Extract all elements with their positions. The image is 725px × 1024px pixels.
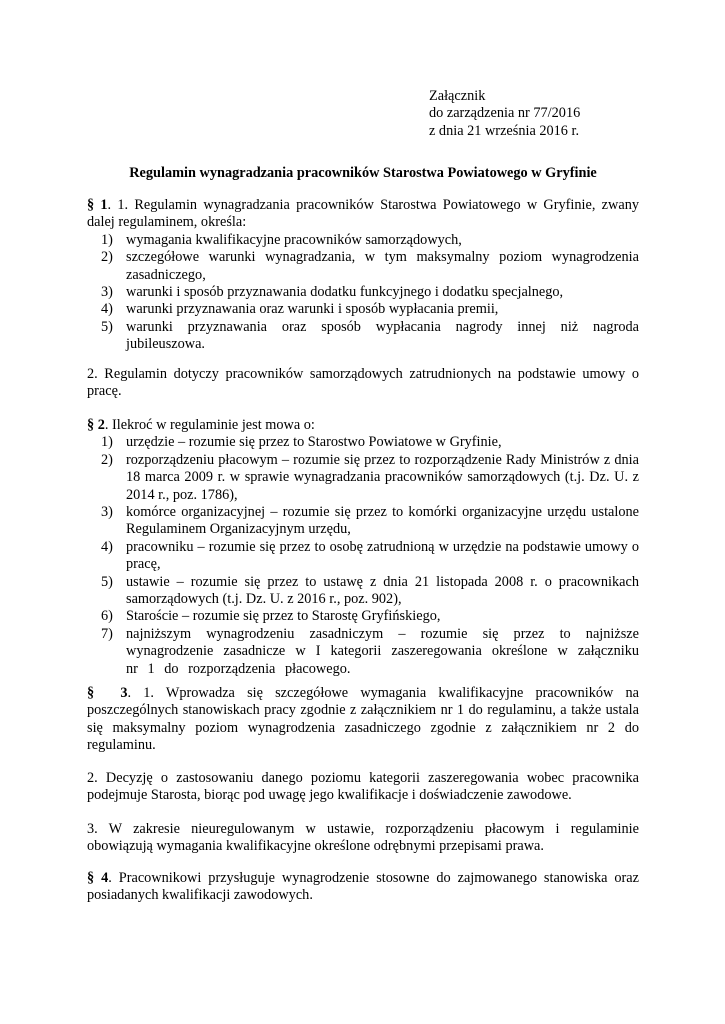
list-item-number: 2) [101, 249, 113, 266]
list-item-number: 1) [101, 434, 113, 451]
list-item [101, 249, 639, 284]
list-item-number: 4) [101, 538, 113, 555]
section-3-paragraph-1-text-wrap [87, 685, 639, 755]
list-item [101, 434, 639, 451]
list-item-text: wymagania kwalifikacyjne pracowników samorządowych, [126, 231, 462, 248]
list-item [101, 301, 639, 318]
section-1-list [101, 232, 639, 354]
list-item-number: 3) [101, 284, 113, 301]
list-item-text: warunki przyznawania oraz sposób wypłacania nagrody innej niż nagroda jubileuszowa. [126, 318, 639, 353]
section-1-intro-text: . 1. Regulamin wynagradzania pracowników Starostwa Powiatowego w Gryfinie, zwany dalej regulaminem, określa: [87, 197, 639, 231]
list-item-text: komórce organizacyjnej – rozumie się przez to komórki organizacyjne urzędu ustalone Regulaminem Organizacyjnym urzędu, [126, 504, 639, 538]
list-item [101, 608, 639, 625]
list-item-number: 5) [101, 318, 113, 335]
annex-date: z dnia 21 września 2016 r. [429, 122, 580, 139]
section-2-intro-text: . Ilekroć w regulaminie jest mowa o: [104, 417, 315, 433]
section-2 [87, 417, 639, 678]
list-item-text: urzędzie – rozumie się przez to Starostwo Powiatowe w Gryfinie, [126, 434, 502, 451]
section-4 [87, 870, 639, 905]
section-4-text-wrap [87, 870, 639, 905]
list-item-text: Staroście – rozumie się przez to Starostę Gryfińskiego, [126, 608, 441, 625]
section-2-intro [87, 417, 639, 434]
list-item [101, 626, 639, 678]
annex-header [429, 88, 580, 140]
section-2-list [101, 434, 639, 678]
section-3-paragraph-3: 3. W zakresie nieuregulowanym w ustawie, rozporządzeniu płacowym i regulaminie obowiązują wymagania kwalifikacyjne określone odrębnymi przepisami prawa. [87, 821, 639, 855]
list-item-number: 2) [101, 451, 113, 468]
document-title: Regulamin wynagradzania pracowników Starostwa Powiatowego w Gryfinie [129, 165, 597, 181]
section-3-paragraph-2: 2. Decyzję o zastosowaniu danego poziomu kategorii zaszeregowania wobec pracownika podejmuje Starosta, biorąc pod uwagę jego kwalifikacje i doświadczenie zawodowe. [87, 770, 639, 804]
list-item-text: warunki przyznawania oraz warunki i sposób wypłacania premii, [126, 301, 499, 318]
list-item-text: warunki i sposób przyznawania dodatku funkcyjnego i dodatku specjalnego, [126, 284, 564, 301]
section-4-mark: § 4 [87, 870, 109, 886]
list-item-number: 6) [101, 608, 113, 625]
list-item [101, 284, 639, 301]
list-item-text: najniższym wynagrodzeniu zasadniczym – rozumie się przez to najniższe wynagrodzenie zasadnicze w I kategorii zaszeregowania określone w załączniku nr 1 do rozporządzenia płacowego. [126, 625, 639, 677]
section-2-mark: § 2 [87, 417, 105, 433]
list-item [101, 504, 639, 539]
annex-label: Załącznik [429, 88, 486, 104]
section-3-mark: § 3 [87, 685, 128, 701]
section-1-paragraph-2: 2. Regulamin dotyczy pracowników samorządowych zatrudnionych na podstawie umowy o pracę. [87, 366, 639, 400]
section-3-paragraph-1 [87, 685, 639, 755]
section-3-paragraph-1-text: . 1. Wprowadza się szczegółowe wymagania kwalifikacyjne pracowników na poszczególnych stanowiskach pracy zgodnie z załącznikiem nr 1 do regulaminu, a także ustala się maksymalny poziom wynagrodzenia zasadniczego zgodnie z załącznikiem nr 2 do regulaminu. [87, 685, 639, 754]
list-item [101, 319, 639, 354]
list-item [101, 452, 639, 504]
list-item [101, 574, 639, 609]
list-item-text: rozporządzeniu płacowym – rozumie się przez to rozporządzenie Rady Ministrów z dnia 18 marca 2009 r. w sprawie wynagradzania pracowników samorządowych (t.j. Dz. U. z 2014 r., poz. 1786), [126, 451, 639, 503]
list-item-number: 1) [101, 231, 113, 248]
section-1-mark: § 1 [87, 197, 108, 213]
section-1 [87, 197, 639, 354]
section-4-text: . Pracownikowi przysługuje wynagrodzenie stosowne do zajmowanego stanowiska oraz posiadanych kwalifikacji zawodowych. [87, 870, 639, 904]
list-item-number: 3) [101, 504, 113, 521]
list-item-text: pracowniku – rozumie się przez to osobę zatrudnioną w urzędzie na podstawie umowy o pracę, [126, 538, 639, 573]
list-item-text: szczegółowe warunki wynagradzania, w tym maksymalny poziom wynagrodzenia zasadniczego, [126, 249, 639, 283]
list-item [101, 539, 639, 574]
list-item [101, 232, 639, 249]
list-item-number: 7) [101, 625, 113, 642]
list-item-number: 5) [101, 573, 113, 590]
list-item-number: 4) [101, 301, 113, 318]
annex-ordinance-number: do zarządzenia nr 77/2016 [429, 105, 581, 122]
section-1-intro [87, 197, 639, 232]
list-item-text: ustawie – rozumie się przez to ustawę z dnia 21 listopada 2008 r. o pracownikach samorządowych (t.j. Dz. U. z 2016 r., poz. 902), [126, 573, 639, 608]
